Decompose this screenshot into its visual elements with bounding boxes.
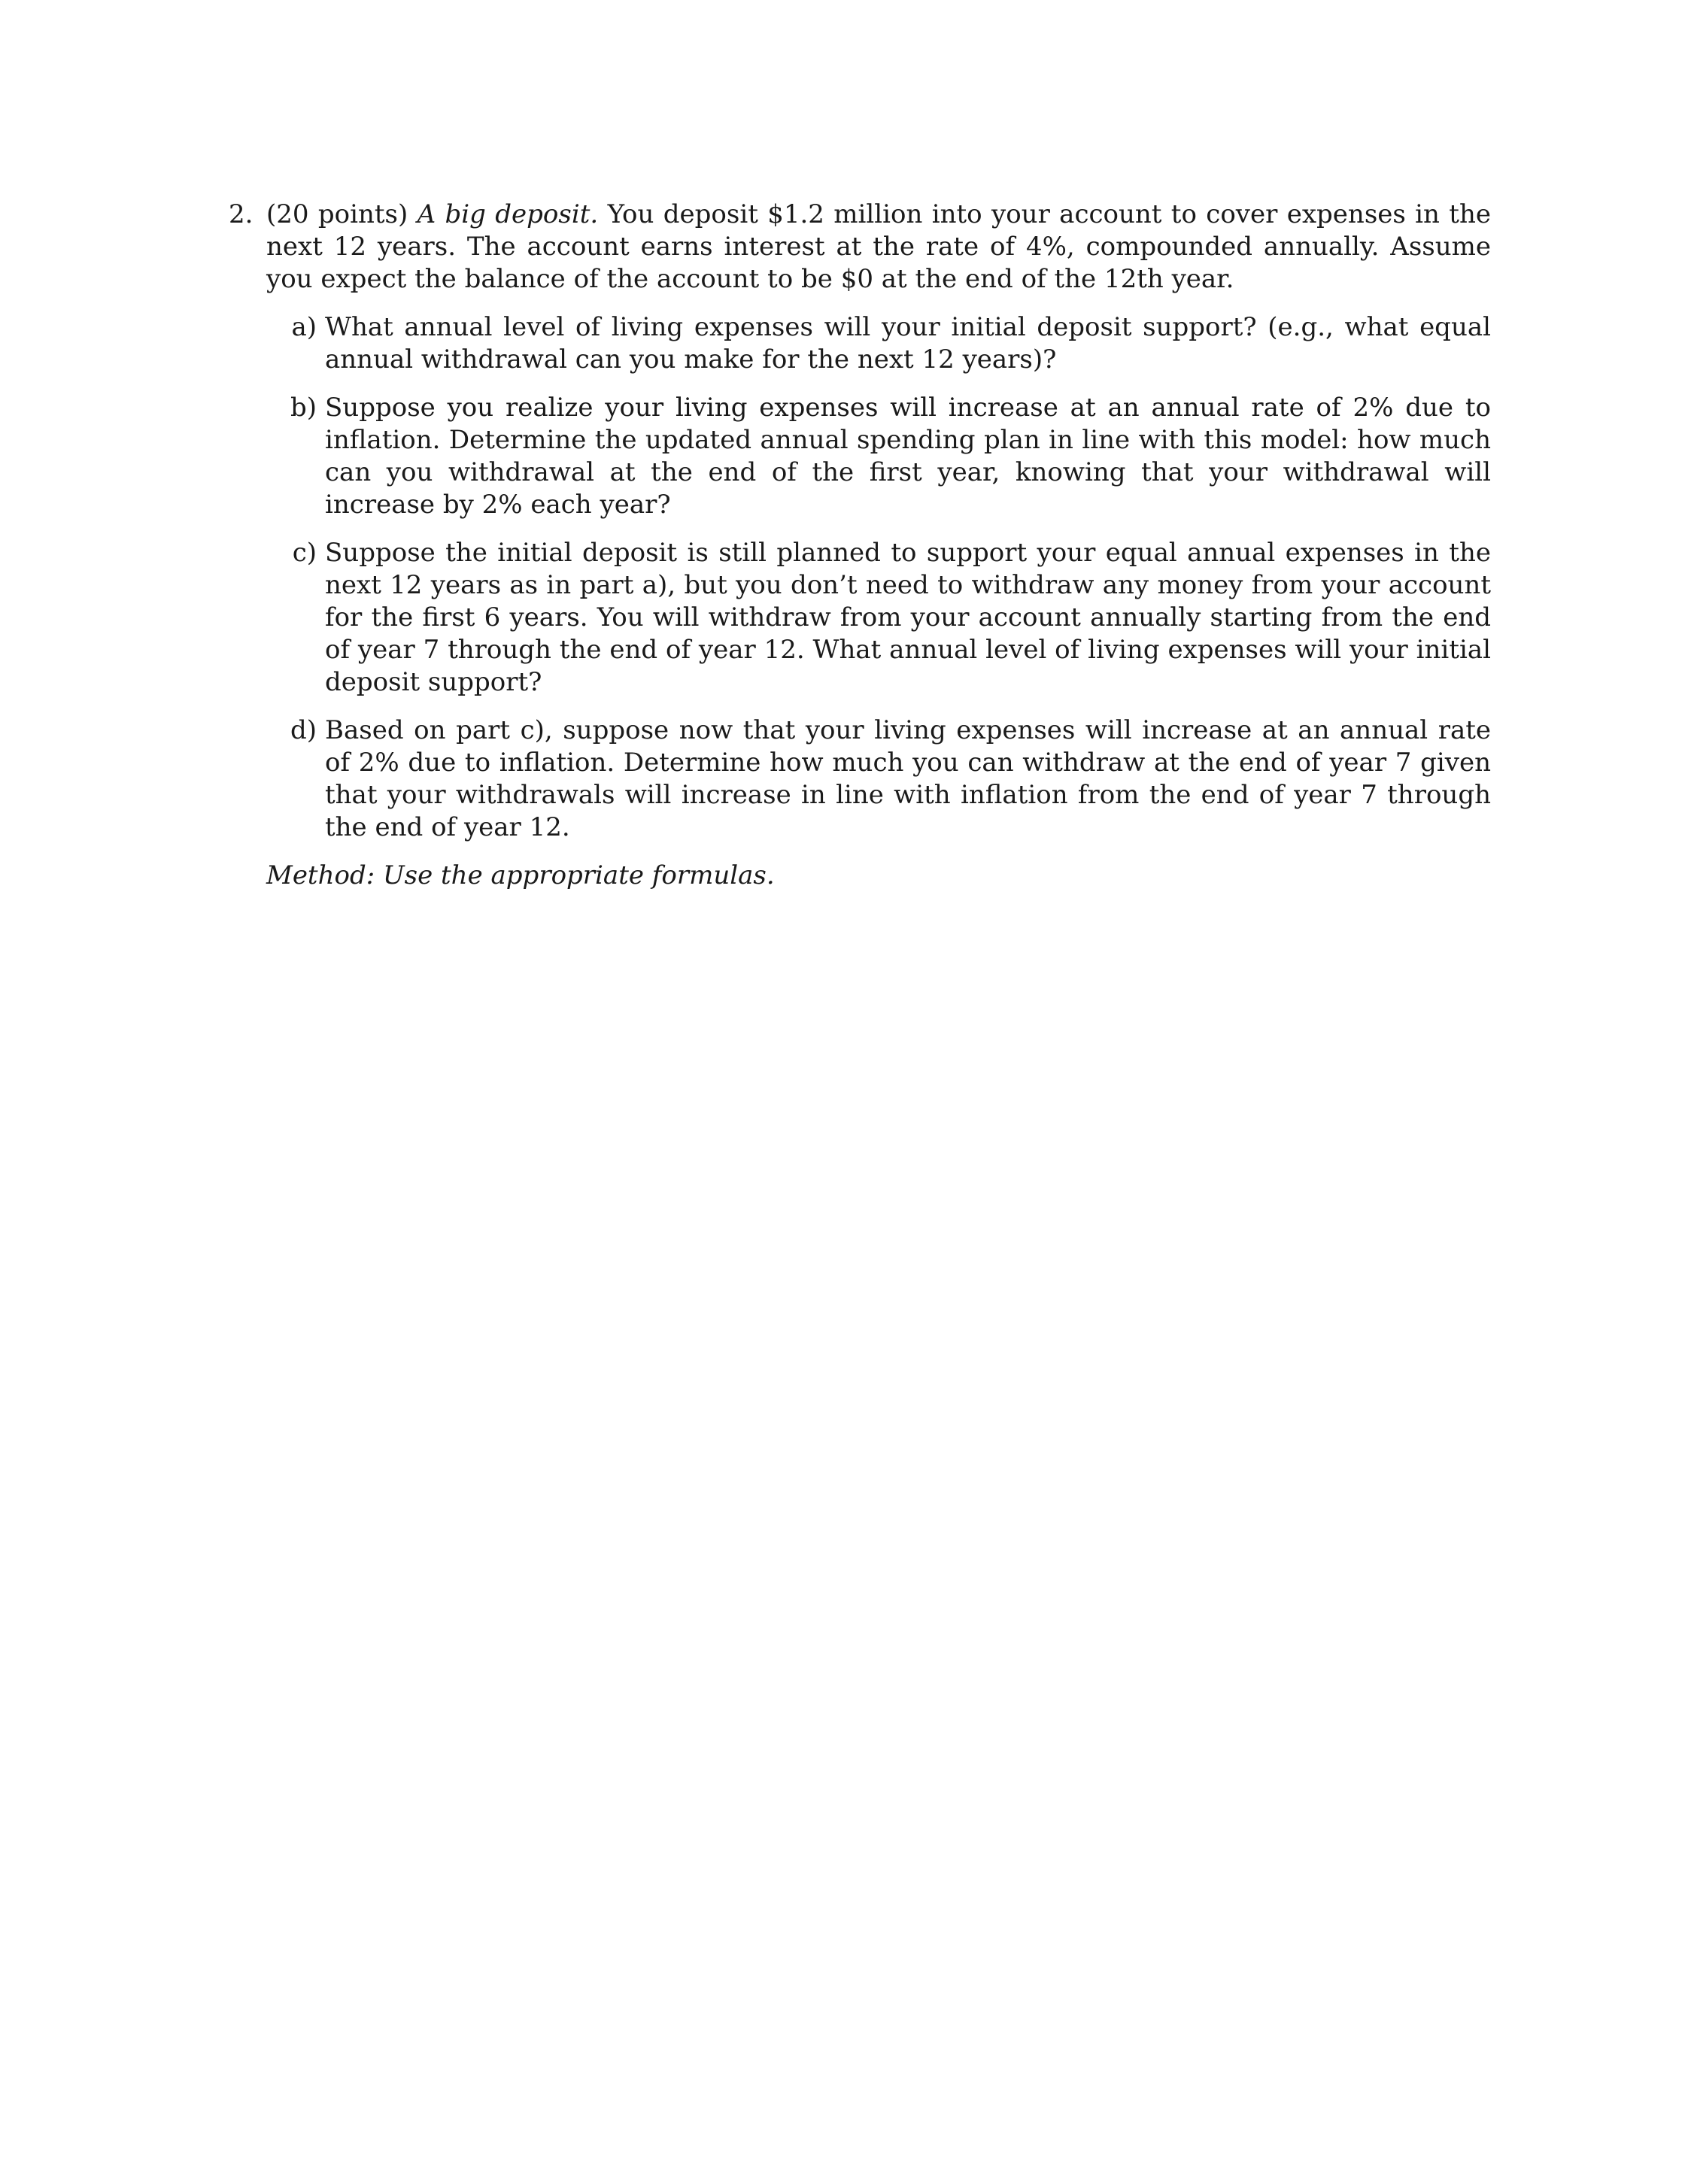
part-a xyxy=(266,311,1491,376)
part-label: b) xyxy=(290,393,317,423)
problem-points: (20 points) xyxy=(266,199,408,229)
problem-number: 2. xyxy=(229,199,254,229)
part-label: d) xyxy=(290,715,317,745)
part-text: Based on part c), suppose now that your living expenses will increase at an annual rate of 2% due to inflation. Determine how much you can withdraw at the end of year 7 given that your withdrawals will increase in line with inflation from the end of year 7 through the end of year 12. xyxy=(325,715,1491,842)
part-b xyxy=(266,392,1491,521)
problem-intro-paragraph xyxy=(266,199,1491,296)
problem-parts xyxy=(266,311,1491,844)
part-d xyxy=(266,714,1491,844)
problem-header xyxy=(229,199,1491,296)
part-text: Suppose the initial deposit is still planned to support your equal annual expenses in the next 12 years as in part a), but you don’t need to withdraw any money from your account for the first 6 years. You will withdraw from your account annually starting from the end of year 7 through the end of year 12. What annual level of living expenses will your initial deposit support? xyxy=(325,538,1491,697)
part-label: a) xyxy=(291,312,317,342)
problem-title: A big deposit. xyxy=(417,199,599,229)
problem-intro: You deposit $1.2 million into your account to cover expenses in the next 12 years. The account earns interest at the rate of 4%, compounded annually. Assume you expect the balance of the account to be $0 at the end of the 12th year. xyxy=(266,199,1491,294)
part-text: Suppose you realize your living expenses will increase at an annual rate of 2% due to inflation. Determine the updated annual spending plan in line with this model: how much can you withdrawal at the end of the first year, knowing that your withdrawal will increase by 2% each year? xyxy=(325,393,1491,520)
part-text: What annual level of living expenses will your initial deposit support? (e.g., what equal annual withdrawal can you make for the next 12 years)? xyxy=(325,312,1491,375)
method-note: Method: Use the appropriate formulas. xyxy=(266,860,775,890)
problem-2 xyxy=(229,199,1491,892)
part-label: c) xyxy=(292,538,317,568)
part-c xyxy=(266,537,1491,699)
